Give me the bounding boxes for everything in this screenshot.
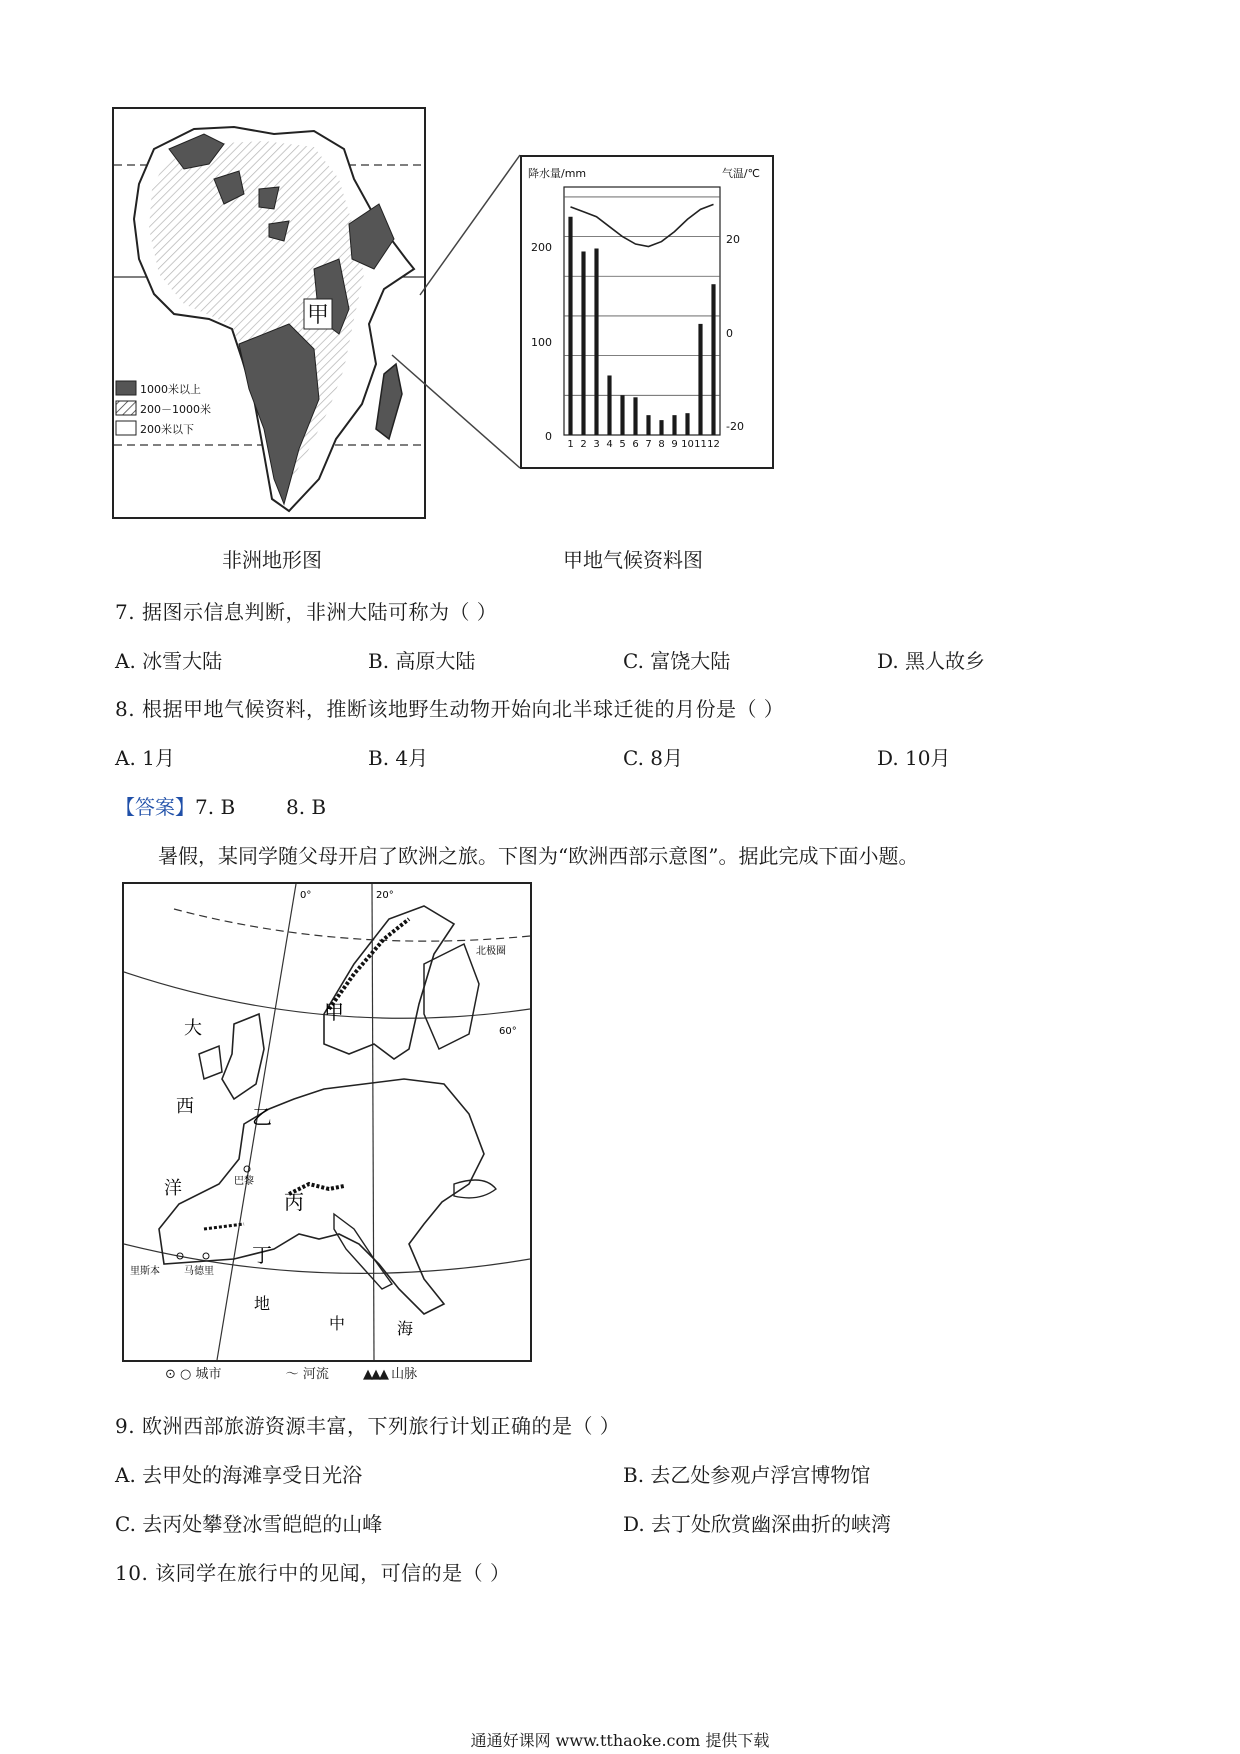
ocean-label-yang: 洋 — [164, 1178, 182, 1199]
month-tick-label: 3 — [593, 439, 600, 450]
sea-label-di: 地 — [254, 1294, 271, 1313]
month-tick-label: 6 — [632, 439, 639, 450]
q9-option-c: C. 去丙处攀登冰雪皑皑的山峰 — [115, 1512, 383, 1536]
arctic-circle-label: 北极圈 — [476, 946, 506, 957]
british-isles — [222, 1014, 264, 1099]
ocean-label-xi: 西 — [176, 1096, 194, 1117]
legend-label-1000: 1000米以上 — [140, 383, 201, 396]
precip-tick-0: 0 — [545, 430, 552, 443]
q9-option-b: B. 去乙处参观卢浮宫博物馆 — [623, 1463, 871, 1487]
question-10-stem: 10. 该同学在旅行中的见闻，可信的是（ ） — [115, 1561, 511, 1585]
q8-option-d: D. 10月 — [877, 746, 951, 770]
page-footer: 通通好课网 www.tthaoke.com 提供下载 — [470, 1731, 770, 1750]
month-tick-label: 5 — [619, 439, 626, 450]
month-tick-label: 8 — [658, 439, 665, 450]
q7-option-d: D. 黑人故乡 — [877, 649, 986, 673]
precip-bar — [620, 395, 624, 435]
temp-axis-title: 气温/℃ — [721, 167, 760, 180]
madrid-city-marker — [203, 1253, 209, 1259]
jia-point-label: 甲 — [306, 303, 330, 328]
legend-label-200: 200米以下 — [140, 423, 194, 436]
precip-bar — [581, 251, 585, 435]
month-tick-label: 7 — [645, 439, 652, 450]
western-europe-map — [122, 882, 532, 1362]
paris-label: 巴黎 — [234, 1176, 254, 1187]
question-9-stem: 9. 欧洲西部旅游资源丰富，下列旅行计划正确的是（ ） — [115, 1414, 621, 1438]
precip-tick-200: 200 — [531, 241, 552, 254]
month-tick-label: 12 — [707, 439, 720, 450]
lon-20-label: 20° — [376, 890, 394, 901]
europe-point-jia: 甲 — [324, 1000, 344, 1024]
q7-option-c: C. 富饶大陆 — [623, 649, 731, 673]
precip-bar — [685, 413, 689, 435]
q7-option-b: B. 高原大陆 — [368, 649, 476, 673]
lisbon-label: 里斯本 — [130, 1266, 160, 1277]
lon-0-label: 0° — [300, 890, 312, 901]
climate-chart-frame — [520, 155, 774, 469]
precip-bar — [659, 420, 663, 435]
answer-line — [115, 791, 326, 820]
mountain-legend-label: 山脉 — [391, 1367, 418, 1382]
europe-map-legend — [165, 1363, 417, 1382]
temp-tick-0: 0 — [726, 327, 733, 340]
lat-60-label: 60° — [499, 1026, 517, 1037]
river-legend-label: 河流 — [302, 1367, 329, 1382]
question-7-stem: 7. 据图示信息判断，非洲大陆可称为（ ） — [115, 600, 498, 624]
precip-bar — [633, 397, 637, 435]
month-tick-label: 1 — [567, 439, 574, 450]
precip-bar — [711, 284, 715, 435]
temp-tick-minus20: -20 — [726, 420, 744, 433]
sea-label-zhong: 中 — [329, 1314, 346, 1333]
precip-bar — [698, 324, 702, 435]
europe-map-graphic — [124, 884, 530, 1360]
meridian-20 — [372, 884, 374, 1360]
city-legend-label: 城市 — [195, 1367, 222, 1382]
month-tick-label: 11 — [694, 439, 707, 450]
answer-tag: 【答案】 — [115, 795, 195, 819]
q8-option-c: C. 8月 — [623, 746, 684, 770]
climate-chart — [522, 157, 772, 467]
mainland-europe-outline — [159, 1079, 484, 1314]
legend-label-200-1000: 200－1000米 — [140, 403, 211, 416]
q9-option-a: A. 去甲处的海滩享受日光浴 — [115, 1463, 363, 1487]
scandinavia-outline — [324, 906, 454, 1059]
mountain-legend-icon: ▲▲▲ — [362, 1367, 387, 1382]
answer-text: 7. B 8. B — [195, 795, 327, 819]
europe-intro: 暑假，某同学随父母开启了欧洲之旅。下图为“欧洲西部示意图”。据此完成下面小题。 — [158, 844, 919, 868]
precip-bar — [594, 249, 598, 435]
river-legend-icon: 〜 — [285, 1367, 299, 1382]
europe-point-ding: 丁 — [252, 1243, 272, 1267]
q7-option-a: A. 冰雪大陆 — [115, 649, 223, 673]
precip-axis-title: 降水量/mm — [528, 167, 587, 180]
month-tick-label: 4 — [606, 439, 613, 450]
precip-bar — [672, 415, 676, 435]
africa-map-caption: 非洲地形图 — [222, 548, 322, 572]
madrid-label: 马德里 — [184, 1266, 214, 1277]
q8-option-b: B. 4月 — [368, 746, 429, 770]
temperature-line — [571, 204, 714, 246]
month-tick-label: 2 — [580, 439, 587, 450]
month-tick-label: 10 — [681, 439, 694, 450]
q9-option-d: D. 去丁处欣赏幽深曲折的峡湾 — [623, 1512, 892, 1536]
month-tick-label: 9 — [671, 439, 678, 450]
question-8-stem: 8. 根据甲地气候资料，推断该地野生动物开始向北半球迁徙的月份是（ ） — [115, 697, 785, 721]
europe-point-yi: 乙 — [252, 1105, 272, 1129]
plot-area — [564, 187, 720, 435]
ocean-label-da: 大 — [184, 1018, 202, 1039]
connector-lines — [330, 150, 530, 480]
precip-bar — [568, 217, 572, 435]
climate-chart-caption: 甲地气候资料图 — [563, 548, 703, 572]
temp-tick-20: 20 — [726, 233, 740, 246]
precip-bar — [607, 375, 611, 435]
sea-label-hai: 海 — [397, 1319, 414, 1338]
city-legend-icon: ⊙ ○ — [165, 1367, 192, 1382]
arctic-circle — [174, 909, 530, 941]
q8-option-a: A. 1月 — [115, 746, 175, 770]
precip-bar — [646, 415, 650, 435]
precip-tick-100: 100 — [531, 336, 552, 349]
europe-point-bing: 丙 — [284, 1190, 304, 1214]
